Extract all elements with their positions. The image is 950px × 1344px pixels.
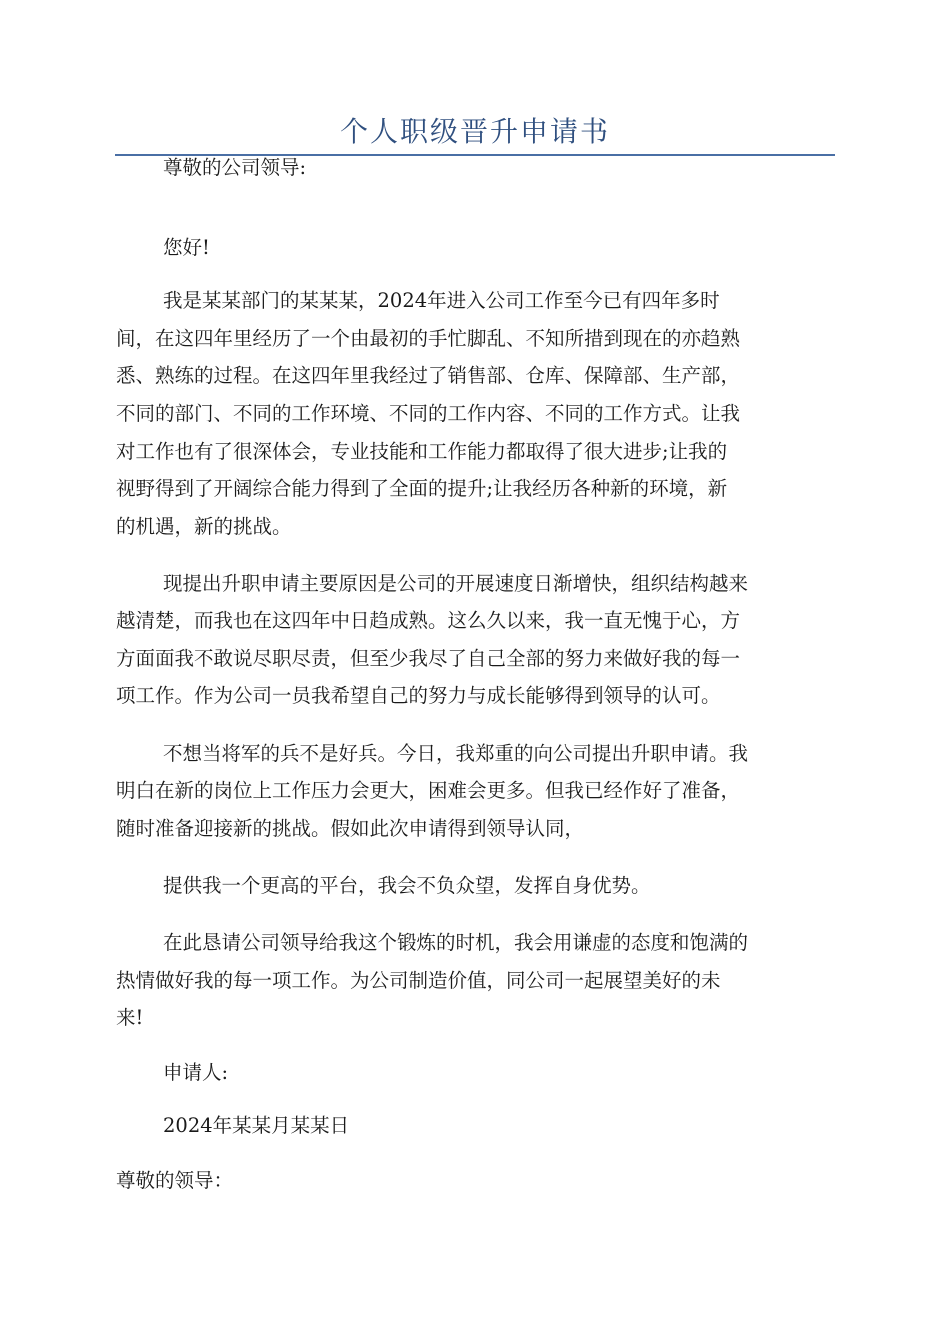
closing-salutation: 尊敬的领导： [116,1169,234,1192]
paragraph-5-line: 来! [116,1006,144,1029]
paragraph-1-line: 的机遇，新的挑战。 [116,515,292,538]
paragraph-2-line: 项工作。作为公司一员我希望自己的努力与成长能够得到领导的认可。 [116,684,721,707]
application-date: 2024年某某月某某日 [163,1114,350,1137]
salutation: 尊敬的公司领导: [163,156,307,179]
paragraph-5-line: 热情做好我的每一项工作。为公司制造价值，同公司一起展望美好的未 [116,969,721,992]
applicant-label: 申请人: [163,1061,229,1084]
paragraph-2-line: 方面面我不敢说尽职尽责，但至少我尽了自己全部的努力来做好我的每一 [116,647,741,670]
paragraph-3-line: 不想当将军的兵不是好兵。今日，我郑重的向公司提出升职申请。我 [163,742,749,765]
paragraph-4: 提供我一个更高的平台，我会不负众望，发挥自身优势。 [163,874,651,897]
paragraph-1-line: 间，在这四年里经历了一个由最初的手忙脚乱、不知所措到现在的亦趋熟 [116,327,741,350]
greeting: 您好! [163,236,210,259]
paragraph-2-line: 越清楚，而我也在这四年中日趋成熟。这么久以来，我一直无愧于心，方 [116,609,741,632]
paragraph-3-line: 明白在新的岗位上工作压力会更大，困难会更多。但我已经作好了准备， [116,779,741,802]
paragraph-5-line: 在此恳请公司领导给我这个锻炼的时机，我会用谦虚的态度和饱满的 [163,931,749,954]
paragraph-1-line: 我是某某部门的某某某，2024年进入公司工作至今已有四年多时 [163,289,720,312]
paragraph-3-line: 随时准备迎接新的挑战。假如此次申请得到领导认同， [116,817,585,840]
document-title: 个人职级晋升申请书 [339,115,610,148]
paragraph-1-line: 对工作也有了很深体会，专业技能和工作能力都取得了很大进步;让我的 [116,440,728,463]
paragraph-2-line: 现提出升职申请主要原因是公司的开展速度日渐增快，组织结构越来 [163,572,749,595]
paragraph-1-line: 悉、熟练的过程。在这四年里我经过了销售部、仓库、保障部、生产部， [116,364,741,387]
paragraph-1-line: 视野得到了开阔综合能力得到了全面的提升;让我经历各种新的环境，新 [116,477,728,500]
paragraph-1-line: 不同的部门、不同的工作环境、不同的工作内容、不同的工作方式。让我 [116,402,741,425]
